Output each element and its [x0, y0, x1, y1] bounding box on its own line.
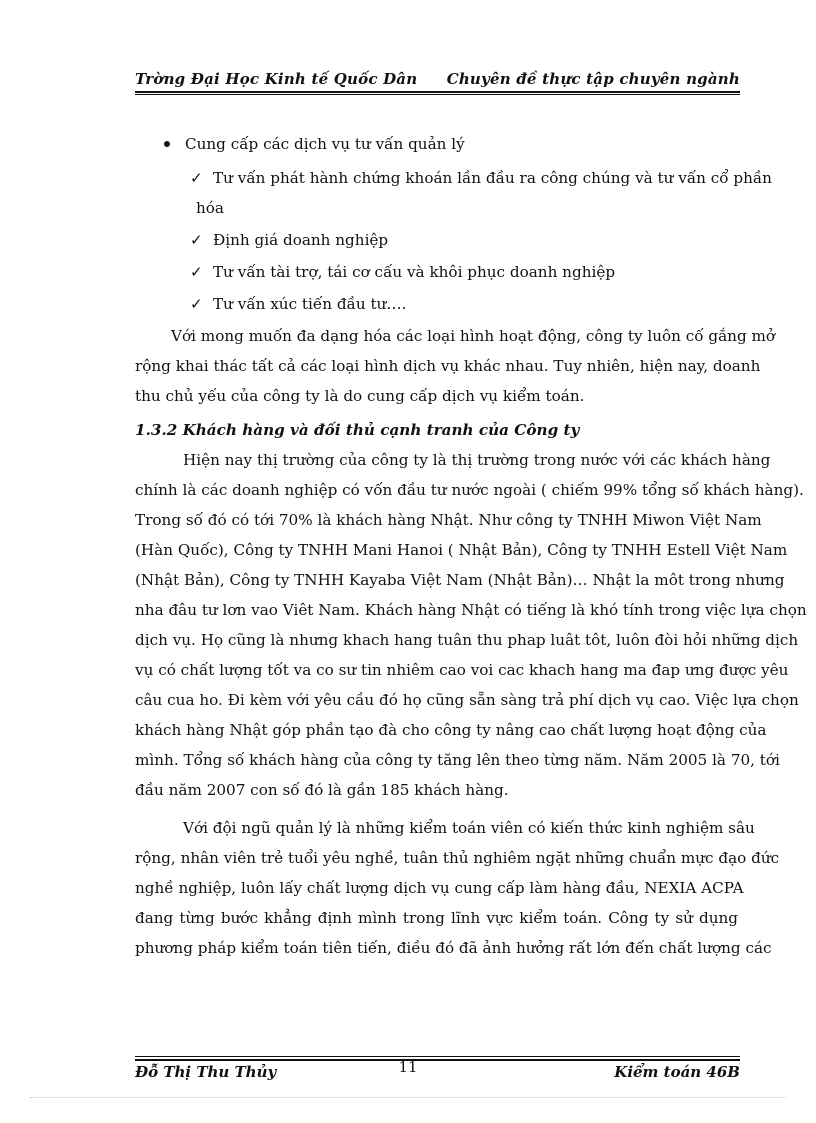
- checkmark-icon: ✓: [190, 295, 203, 313]
- bullet-text: Cung cấp các dịch vụ tư vấn quản lý: [185, 135, 465, 153]
- paragraph-line: Với mong muốn đa dạng hóa các loại hình hoạt động, công ty luôn cố gắng mở: [171, 327, 776, 345]
- footer-author: Đỗ Thị Thu Thủy: [135, 1063, 277, 1081]
- paragraph-line: nha đâu tư lơn vao Viêt Nam. Khách hàng Nhật có tiếng là khó tính trong việc lựa chọn: [135, 601, 807, 619]
- header-rule-top: [135, 91, 740, 93]
- header-school-name: Trờng Đại Học Kinh tế Quốc Dân: [135, 70, 418, 88]
- page-header: [135, 70, 740, 92]
- header-rule-bottom: [135, 94, 740, 95]
- bullet-subitem: Tư vấn phát hành chứng khoán lần đầu ra công chúng và tư vấn cổ phần: [213, 169, 772, 187]
- bullet-subitem-continued: hóa: [196, 199, 224, 217]
- bullet-subitem: Tư vấn xúc tiến đầu tư….: [213, 295, 407, 313]
- paragraph-line: (Nhật Bản), Công ty TNHH Kayaba Việt Nam (Nhật Bản)… Nhật la môt trong nhưng: [135, 571, 785, 589]
- paragraph-line: dịch vụ. Họ cũng là nhưng khach hang tuân thu phap luât tôt, luôn đòi hỏi những dịch: [135, 631, 799, 649]
- paragraph-line: thu chủ yếu của công ty là do cung cấp dịch vụ kiểm toán.: [135, 387, 585, 405]
- paragraph-line: câu cua ho. Đi kèm với yêu cầu đó họ cũng sẵn sàng trả phí dịch vụ cao. Việc lựa chọn: [135, 691, 799, 709]
- checkmark-icon: ✓: [190, 231, 203, 249]
- bullet-subitem: Định giá doanh nghiệp: [213, 231, 389, 249]
- paragraph-line: đang từng bước khẳng định mình trong lĩnh vực kiểm toán. Công ty sử dụng: [135, 909, 738, 927]
- bullet-dot-icon: [164, 141, 170, 147]
- paragraph-line: đầu năm 2007 con số đó là gần 185 khách hàng.: [135, 781, 509, 799]
- paragraph-line: rộng, nhân viên trẻ tuổi yêu nghề, tuân thủ nghiêm ngặt những chuẩn mực đạo đức: [135, 849, 780, 867]
- bullet-subitem: Tư vấn tài trợ, tái cơ cấu và khôi phục doanh nghiệp: [213, 263, 616, 281]
- paragraph-line: Hiện nay thị trường của công ty là thị trường trong nước với các khách hàng: [183, 451, 771, 469]
- paragraph-line: Trong số đó có tới 70% là khách hàng Nhật. Như công ty TNHH Miwon Việt Nam: [135, 511, 762, 529]
- paragraph-line: phương pháp kiểm toán tiên tiến, điều đó đã ảnh hưởng rất lớn đến chất lượng các: [135, 939, 772, 957]
- paragraph-line: rộng khai thác tất cả các loại hình dịch vụ khác nhau. Tuy nhiên, hiện nay, doanh: [135, 357, 761, 375]
- footer-rule-top: [135, 1056, 740, 1057]
- header-document-title: Chuyên đề thực tập chuyên ngành: [446, 70, 740, 88]
- paragraph-line: Với đội ngũ quản lý là những kiểm toán viên có kiến thức kinh nghiệm sâu: [183, 819, 755, 837]
- paragraph-line: (Hàn Quốc), Công ty TNHH Mani Hanoi ( Nhật Bản), Công ty TNHH Estell Việt Nam: [135, 541, 788, 559]
- page-number: 11: [398, 1058, 418, 1076]
- paragraph-line: nghề nghiệp, luôn lấy chất lượng dịch vụ cung cấp làm hàng đầu, NEXIA ACPA: [135, 879, 744, 897]
- page-bottom-divider: [30, 1097, 786, 1098]
- checkmark-icon: ✓: [190, 263, 203, 281]
- paragraph-line: chính là các doanh nghiệp có vốn đầu tư nước ngoài ( chiếm 99% tổng số khách hàng).: [135, 481, 804, 499]
- footer-class: Kiểm toán 46B: [614, 1063, 740, 1081]
- checkmark-icon: ✓: [190, 169, 203, 187]
- section-heading: 1.3.2 Khách hàng và đối thủ cạnh tranh của Công ty: [135, 421, 580, 439]
- paragraph-line: vụ có chất lượng tốt va co sư tin nhiêm cao voi cac khach hang ma đap ưng được yêu: [135, 661, 789, 679]
- paragraph-line: mình. Tổng số khách hàng của công ty tăng lên theo từng năm. Năm 2005 là 70, tới: [135, 751, 780, 769]
- paragraph-line: khách hàng Nhật góp phần tạo đà cho công ty nâng cao chất lượng hoạt động của: [135, 721, 767, 739]
